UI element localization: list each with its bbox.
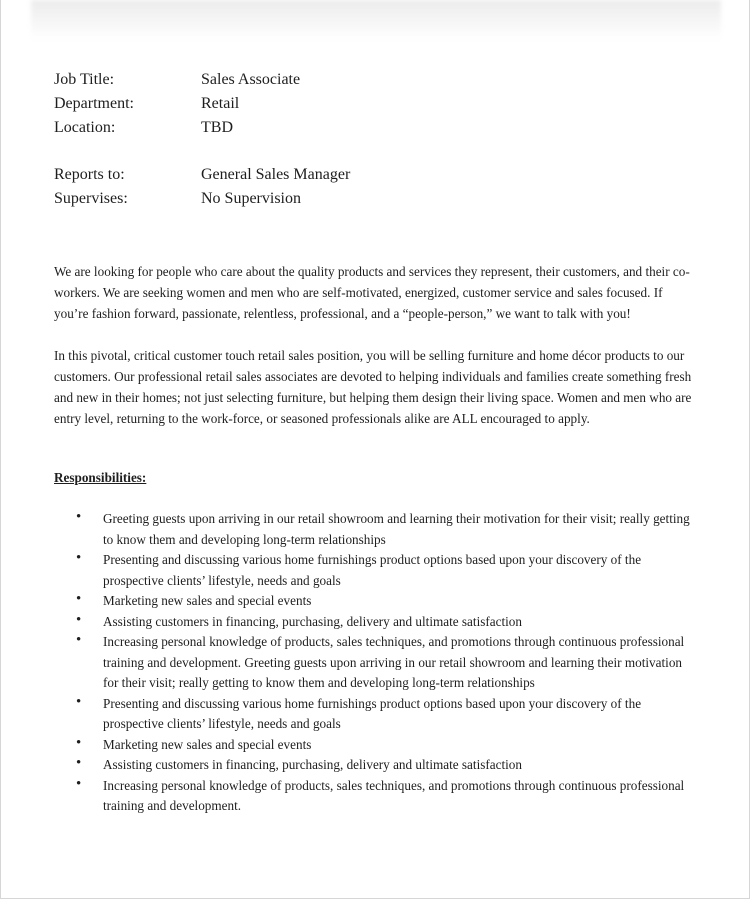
responsibilities-heading: Responsibilities: — [54, 470, 147, 485]
list-item — [76, 591, 696, 612]
list-item — [76, 550, 696, 591]
field-value: General Sales Manager — [201, 166, 351, 183]
list-item — [76, 632, 696, 694]
list-item — [76, 776, 696, 817]
bullet-icon: • — [76, 611, 82, 628]
field-label: Department: — [54, 95, 134, 112]
list-item-text: Increasing personal knowledge of products, sales techniques, and promotions through continuous professional training and development. Greeting guests upon arriving in our retail showroom and learning their motivation for their visit; really getting to know them and developing long-term relationships — [103, 634, 685, 690]
bullet-icon: • — [76, 775, 82, 792]
field-value: No Supervision — [201, 190, 301, 207]
field-row-supervises — [54, 187, 350, 211]
field-row-location — [54, 116, 350, 140]
field-row-department — [54, 92, 350, 116]
list-item — [76, 735, 696, 756]
job-fields — [54, 68, 350, 211]
list-item-text: Increasing personal knowledge of products, sales techniques, and promotions through continuous professional training and development. — [103, 777, 685, 813]
list-item-text: Marketing new sales and special events — [103, 593, 312, 608]
list-item-text: Assisting customers in financing, purchasing, delivery and ultimate satisfaction — [103, 613, 522, 629]
intro-paragraph: In this pivotal, critical customer touch retail sales position, you will be selling furniture and home décor products to our customers. Our professional retail sales associates are devoted to helping individuals and families create something fresh and new in their homes; not just selecting furniture, but helping them design their living space. Women and men who are entry level, returning to the work-force, or seasoned professionals alike are ALL encouraged to apply. — [54, 348, 692, 426]
field-label: Location: — [54, 119, 116, 136]
bullet-icon: • — [76, 632, 82, 648]
list-item-text: Presenting and discussing various home furnishings product options based upon your discovery of the prospective clients’ lifestyle, needs and goals — [103, 552, 642, 588]
bullet-icon: • — [76, 734, 82, 751]
list-item — [76, 755, 696, 776]
field-value: Retail — [201, 95, 240, 112]
spacer — [54, 140, 350, 163]
job-description — [54, 261, 699, 429]
bullet-icon: • — [76, 693, 82, 710]
list-item-text: Assisting customers in financing, purchasing, delivery and ultimate satisfaction — [103, 757, 522, 772]
field-label: Reports to: — [54, 166, 125, 183]
responsibilities-list — [76, 509, 696, 817]
list-item — [76, 694, 696, 735]
field-label: Job Title: — [54, 71, 115, 88]
list-item-text: Marketing new sales and special events — [103, 736, 312, 752]
field-value: TBD — [201, 119, 233, 136]
field-value: Sales Associate — [201, 71, 301, 88]
list-item-text: Greeting guests upon arriving in our retail showroom and learning their motivation for their visit; really getting to know them and developing long-term relationships — [103, 511, 690, 547]
field-label: Supervises: — [54, 190, 128, 207]
bullet-icon: • — [76, 550, 82, 566]
field-row-reports-to — [54, 163, 350, 187]
bullet-icon: • — [76, 755, 82, 771]
intro-paragraph: We are looking for people who care about the quality products and services they represent, their customers, and their co-workers. We are seeking women and men who are self-motivated, energized, customer service and sales focused. If you’re fashion forward, passionate, relentless, professional, and a “people-person,” we want to talk with you! — [54, 264, 690, 321]
list-item-text: Presenting and discussing various home furnishings product options based upon your discovery of the prospective clients’ lifestyle, needs and goals — [103, 695, 642, 731]
list-item — [76, 612, 696, 633]
bullet-icon: • — [76, 591, 82, 607]
field-row-job-title — [54, 68, 350, 92]
list-item — [76, 509, 696, 550]
faded-header-area — [31, 0, 721, 40]
bullet-icon: • — [76, 509, 82, 525]
